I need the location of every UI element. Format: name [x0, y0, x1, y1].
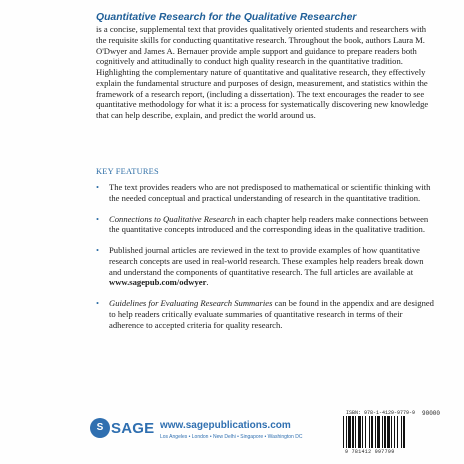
book-title: Quantitative Research for the Qualitative Researcher — [96, 12, 357, 23]
feature-lead: Connections to Qualitative Research — [109, 213, 236, 224]
key-features-heading: KEY FEATURES — [96, 167, 159, 176]
bullet-icon: • — [96, 213, 100, 224]
publisher-cities: Los Angeles • London • New Delhi • Singapore • Washington DC — [160, 434, 303, 440]
cover-footer — [90, 404, 440, 460]
sage-logo-icon: S — [90, 418, 110, 438]
bullet-icon: • — [96, 182, 100, 192]
feature-text-end: . — [206, 277, 209, 288]
feature-text: can be found in the appendix and are designed to help readers critically evaluate summaries of quantitative research in terms of their adherence to accepted criteria for quality research. — [109, 298, 434, 330]
feature-item — [96, 245, 436, 288]
sage-logo-text: SAGE — [111, 420, 155, 437]
publisher-website[interactable]: www.sagepublications.com — [160, 420, 291, 431]
bullet-icon: • — [96, 298, 100, 308]
feature-item — [96, 214, 436, 236]
feature-lead: Guidelines for Evaluating Research Summaries — [109, 298, 273, 308]
book-description — [96, 12, 436, 121]
key-features-list — [96, 182, 436, 340]
barcode-icon — [342, 416, 436, 448]
barcode-number: 9 781412 997799 — [345, 449, 395, 455]
articles-link[interactable]: www.sagepub.com/odwyer — [109, 277, 207, 288]
feature-text: The text provides readers who are not predisposed to mathematical or scientific thinking with the needed conceptual and practical understanding of research in the quantitative tradition. — [109, 182, 431, 203]
feature-item — [96, 298, 436, 330]
sage-logo — [90, 418, 155, 444]
feature-item — [96, 182, 436, 204]
isbn-label: ISBN: 978-1-4129-9779-9 — [346, 410, 416, 416]
description-body: is a concise, supplemental text that provides qualitatively oriented students and researchers with the requisite skills for conducting quantitative research. Throughout the book, authors Laura M. O'Dwyer and James A. Bernauer provide ample support and guidance to prepare readers both cognitively and attitudinally to conduct high quality research in the quantitative tradition. Highlighting the complementary nature of quantitative and qualitative research, they effectively explain the fundamental structure and purposes of design, measurement, and statistics within the framework of a research report, (including a dissertation). The text encourages the reader to see quantitative methodology for what it is: a process for systematically discovering new knowledge that can help describe, explain, and predict the world around us. — [96, 24, 429, 120]
feature-text: Published journal articles are reviewed in the text to provide examples of how quantitative research concepts are used in real-world research. These examples help readers break down and understand the components of quantitative research. The full articles are available at — [109, 245, 424, 277]
feature-text: in each chapter help readers make connections between the quantitative concepts introduced and the corresponding ideas in the qualitative tradition. — [109, 213, 429, 235]
bullet-icon: • — [96, 245, 100, 255]
price-code: 90000 — [422, 410, 441, 417]
